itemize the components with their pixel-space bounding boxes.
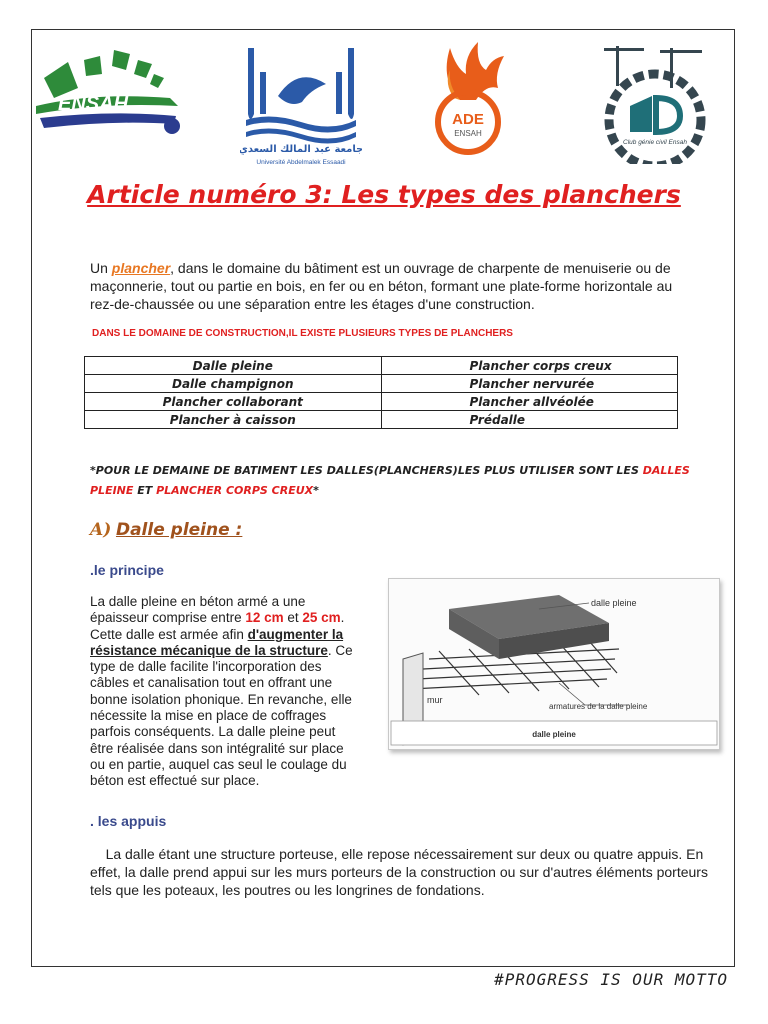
intro-prefix: Un bbox=[90, 260, 112, 276]
motto: #PROGRESS IS OUR MOTTO bbox=[494, 970, 728, 989]
principe-heading: .le principe bbox=[90, 562, 164, 578]
principe-underline: d'augmenter la résistance mécanique de la structure bbox=[90, 626, 344, 658]
ade-logo-text: ADE bbox=[452, 111, 484, 128]
table-cell: Plancher allvéolée bbox=[381, 393, 678, 411]
dalle-pleine-figure bbox=[388, 578, 720, 750]
intro-paragraph bbox=[90, 259, 690, 313]
table-cell: Plancher collaborant bbox=[85, 393, 382, 411]
ensah-logo bbox=[34, 48, 186, 138]
principe-t1: La dalle pleine en béton armé a une épaisseur comprise entre bbox=[90, 594, 306, 626]
figure-label-rebar: armatures de la dalle pleine bbox=[549, 702, 648, 711]
appuis-text: La dalle étant une structure porteuse, elle repose nécessairement sur deux ou quatre appuis. En effet, la dalle prend appui sur les murs porteurs de la construction ou sur d'autres éléments porteurs tels que les poteaux, les poutres ou les longrines de fondations. bbox=[90, 846, 708, 898]
ade-logo-sub: ENSAH bbox=[454, 129, 482, 138]
table-cell: Plancher à caisson bbox=[85, 411, 382, 429]
intro-text: , dans le domaine du bâtiment est un ouvrage de charpente de menuiserie ou de maçonnerie, tout ou partie en bois, en fer ou en béton, formant une plate-forme horizontale au rez-de-chaussée ou une séparation entre les étages d'une construction. bbox=[90, 260, 673, 312]
principe-t3: . Cette dalle est armée afin bbox=[90, 610, 345, 642]
table-cell: Plancher corps creux bbox=[381, 357, 678, 375]
university-logo bbox=[240, 44, 362, 168]
table-cell: Plancher nervurée bbox=[381, 375, 678, 393]
table-row bbox=[85, 375, 678, 393]
section-a-heading bbox=[90, 520, 242, 540]
thickness-min: 12 cm bbox=[245, 610, 284, 626]
table-row bbox=[85, 393, 678, 411]
figure-label-wall: mur bbox=[427, 695, 443, 705]
university-logo-latin: Université Abdelmalek Essaadi bbox=[256, 159, 346, 166]
note-red1: DALLES PLEINE bbox=[90, 464, 690, 497]
ensah-logo-text: ENSAH bbox=[58, 93, 129, 115]
club-logo-text: Club génie civil Ensah bbox=[623, 139, 687, 146]
club-logo bbox=[590, 40, 720, 164]
table-cell: Prédalle bbox=[381, 411, 678, 429]
note-part1: *POUR LE DEMAINE DE BATIMENT LES DALLES(PLANCHERS)LES PLUS UTILISER SONT LES bbox=[90, 464, 643, 477]
article-title: Article numéro 3: Les types des planchers bbox=[87, 180, 681, 209]
note-red2: PLANCHER CORPS CREUX bbox=[156, 484, 314, 497]
plancher-link[interactable]: plancher bbox=[111, 260, 171, 276]
appuis-paragraph bbox=[90, 845, 710, 899]
principe-t2: et bbox=[283, 610, 303, 626]
table-row bbox=[85, 357, 678, 375]
section-letter: A) bbox=[90, 520, 112, 540]
figure-caption: dalle pleine bbox=[532, 730, 576, 739]
section-name: Dalle pleine : bbox=[115, 520, 243, 540]
table-row bbox=[85, 411, 678, 429]
principe-t4: . Ce type de dalle facilite l'incorporation des câbles et canalisation tout en offrant une bonne isolation phonique. En revanche, elle nécessite la mise en place de coffrages parfois conséquents. La dalle pleine peut être réalisée dans son intégralité sur place ou en partie, auquel cas seul le coulage du béton est effectué sur place. bbox=[90, 642, 353, 789]
appuis-heading: . les appuis bbox=[90, 813, 167, 829]
usage-note bbox=[90, 461, 690, 501]
university-logo-arabic: جامعة عبد المالك السعدي bbox=[240, 144, 362, 155]
thickness-max: 25 cm bbox=[302, 610, 341, 626]
table-cell: Dalle champignon bbox=[85, 375, 382, 393]
types-heading: DANS LE DOMAINE DE CONSTRUCTION,IL EXISTE PLUSIEURS TYPES DE PLANCHERS bbox=[92, 328, 513, 339]
ade-logo bbox=[420, 40, 516, 164]
types-table bbox=[84, 356, 678, 429]
table-cell: Dalle pleine bbox=[85, 357, 382, 375]
note-part3: * bbox=[313, 484, 319, 497]
figure-label-slab: dalle pleine bbox=[591, 598, 637, 608]
note-part2: ET bbox=[133, 484, 157, 497]
principe-paragraph bbox=[90, 594, 362, 790]
